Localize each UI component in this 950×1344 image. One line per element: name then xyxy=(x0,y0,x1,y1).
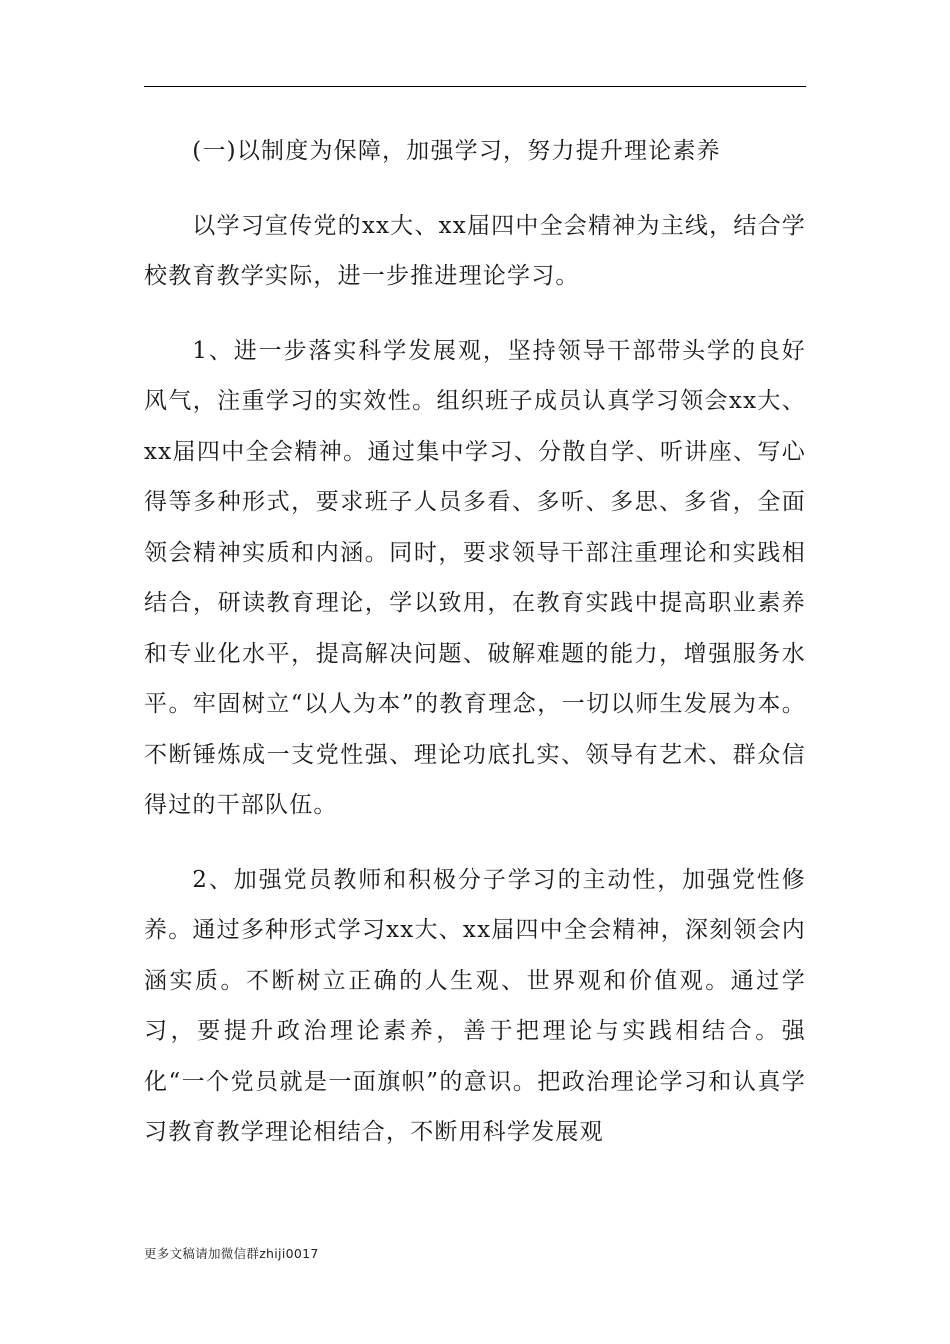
document-body xyxy=(144,126,806,1158)
header-rule xyxy=(144,86,806,87)
section-heading: (一)以制度为保障，加强学习，努力提升理论素养 xyxy=(192,138,721,164)
paragraph-item-2: 2、加强党员教师和积极分子学习的主动性，加强党性修养。通过多种形式学习xx大、xx届四中全会精神，深刻领会内涵实质。不断树立正确的人生观、世界观和价值观。通过学习，要提升政治理论素养，善于把理论与实践相结合。强化“一个党员就是一面旗帜”的意识。把政治理论学习和认真学习教育教学理论相结合，不断用科学发展观 xyxy=(144,866,806,1145)
paragraph-intro: 以学习宣传党的xx大、xx届四中全会精神为主线，结合学校教育教学实际，进一步推进理论学习。 xyxy=(144,212,806,289)
footer-note: 更多文稿请加微信群zhiji0017 xyxy=(144,1246,319,1261)
paragraph-item-1: 1、进一步落实科学发展观，坚持领导干部带头学的良好风气，注重学习的实效性。组织班子成员认真学习领会xx大、xx届四中全会精神。通过集中学习、分散自学、听讲座、写心得等多种形式，要求班子人员多看、多听、多思、多省，全面领会精神实质和内涵。同时，要求领导干部注重理论和实践相结合，研读教育理论，学以致用，在教育实践中提高职业素养和专业化水平，提高解决问题、破解难题的能力，增强服务水平。牢固树立“以人为本”的教育理念，一切以师生发展为本。不断锤炼成一支党性强、理论功底扎实、领导有艺术、群众信得过的干部队伍。 xyxy=(144,337,806,818)
